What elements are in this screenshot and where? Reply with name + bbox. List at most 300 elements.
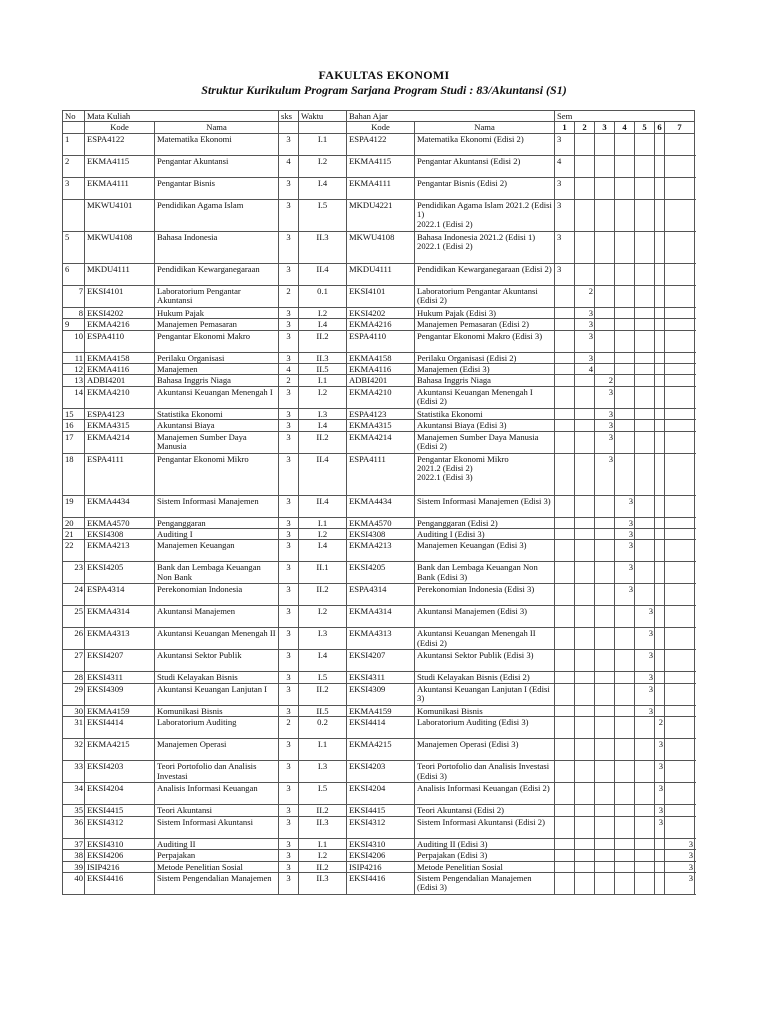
sem-header-5: 5 <box>635 122 655 133</box>
sem-5-cell <box>635 420 655 431</box>
sem-5-cell <box>635 199 655 231</box>
table-row <box>63 364 695 375</box>
sem-1-cell <box>555 375 575 386</box>
course-sks: 3 <box>279 850 299 861</box>
table-row <box>63 375 695 386</box>
sem-6-cell <box>655 584 665 606</box>
material-name: Manajemen (Edisi 3) <box>415 364 555 375</box>
material-code: EKMA4313 <box>347 628 415 650</box>
course-waktu: I.2 <box>299 529 347 540</box>
course-waktu: I.5 <box>299 199 347 231</box>
material-name: Bank dan Lembaga Keuangan Non Bank (Edisi 3) <box>415 562 555 584</box>
course-code: EKSI4310 <box>85 838 155 849</box>
course-waktu: II.2 <box>299 683 347 705</box>
sem-6-cell: 3 <box>655 739 665 761</box>
course-waktu: I.3 <box>299 628 347 650</box>
row-no: 38 <box>63 850 85 861</box>
material-name: Perilaku Organisasi (Edisi 2) <box>415 352 555 363</box>
sem-2-cell <box>575 872 595 894</box>
sem-2-cell <box>575 495 595 517</box>
row-no: 32 <box>63 739 85 761</box>
course-sks: 3 <box>279 872 299 894</box>
table-row <box>63 408 695 419</box>
course-waktu: II.2 <box>299 861 347 872</box>
table-row <box>63 650 695 672</box>
sem-7-cell <box>665 319 695 330</box>
sem-5-cell <box>635 231 655 263</box>
sem-2-cell <box>575 717 595 739</box>
table-row <box>63 562 695 584</box>
table-row <box>63 584 695 606</box>
sem-4-cell <box>615 872 635 894</box>
material-name: Bahasa Indonesia 2021.2 (Edisi 1) 2022.1 (Edisi 2) <box>415 231 555 263</box>
course-name: Laboratorium Auditing <box>155 717 279 739</box>
sem-1-cell <box>555 540 575 562</box>
material-code: MKDU4221 <box>347 199 415 231</box>
course-waktu: II.3 <box>299 816 347 838</box>
material-code: EKMA4570 <box>347 517 415 528</box>
sem-7-cell <box>665 495 695 517</box>
sem-header-7: 7 <box>665 122 695 133</box>
sem-3-cell <box>595 517 615 528</box>
sem-6-cell <box>655 364 665 375</box>
course-sks: 3 <box>279 761 299 783</box>
material-name: Sistem Pengendalian Manajemen (Edisi 3) <box>415 872 555 894</box>
table-row <box>63 352 695 363</box>
sem-7-cell <box>665 805 695 816</box>
course-waktu: I.1 <box>299 133 347 155</box>
sem-4-cell <box>615 352 635 363</box>
sem-2-cell: 3 <box>575 352 595 363</box>
course-name: Metode Penelitian Sosial <box>155 861 279 872</box>
sem-4-cell <box>615 672 635 683</box>
sem-2-cell <box>575 816 595 838</box>
course-code: EKSI4311 <box>85 672 155 683</box>
sem-4-cell <box>615 177 635 199</box>
sem-7-cell <box>665 705 695 716</box>
material-name: Akuntansi Sektor Publik (Edisi 3) <box>415 650 555 672</box>
sem-3-cell <box>595 872 615 894</box>
sem-1-cell <box>555 431 575 453</box>
material-name: Akuntansi Biaya (Edisi 3) <box>415 420 555 431</box>
course-sks: 3 <box>279 386 299 408</box>
material-code: EKMA4216 <box>347 319 415 330</box>
sem-header-6: 6 <box>655 122 665 133</box>
sem-5-cell <box>635 285 655 307</box>
course-name: Auditing I <box>155 529 279 540</box>
course-waktu: I.1 <box>299 838 347 849</box>
material-name: Matematika Ekonomi (Edisi 2) <box>415 133 555 155</box>
sem-7-cell <box>665 517 695 528</box>
table-row <box>63 495 695 517</box>
course-sks: 3 <box>279 816 299 838</box>
sem-2-cell <box>575 683 595 705</box>
course-waktu: I.1 <box>299 375 347 386</box>
material-code: ESPA4111 <box>347 453 415 495</box>
sem-4-cell <box>615 761 635 783</box>
course-sks: 3 <box>279 330 299 352</box>
sem-2-cell <box>575 155 595 177</box>
sem-3-cell <box>595 628 615 650</box>
sem-4-cell <box>615 606 635 628</box>
table-row <box>63 606 695 628</box>
row-no: 1 <box>63 133 85 155</box>
material-name: Statistika Ekonomi <box>415 408 555 419</box>
sem-4-cell <box>615 420 635 431</box>
sem-5-cell: 3 <box>635 628 655 650</box>
course-sks: 3 <box>279 650 299 672</box>
sem-3-cell <box>595 177 615 199</box>
material-code: EKMA4434 <box>347 495 415 517</box>
sem-5-cell: 3 <box>635 606 655 628</box>
sem-2-cell <box>575 584 595 606</box>
course-waktu: II.2 <box>299 805 347 816</box>
course-waktu: II.3 <box>299 352 347 363</box>
course-name: Sistem Pengendalian Manajemen <box>155 872 279 894</box>
sem-7-cell <box>665 263 695 285</box>
sem-5-cell <box>635 177 655 199</box>
sem-3-cell: 2 <box>595 375 615 386</box>
table-row <box>63 420 695 431</box>
sem-2-cell <box>575 540 595 562</box>
sem-6-cell <box>655 517 665 528</box>
sem-6-cell <box>655 540 665 562</box>
course-code: EKMA4314 <box>85 606 155 628</box>
material-name: Teori Akuntansi (Edisi 2) <box>415 805 555 816</box>
sem-3-cell <box>595 285 615 307</box>
material-name: Hukum Pajak (Edisi 3) <box>415 307 555 318</box>
sem-3-cell <box>595 805 615 816</box>
course-name: Studi Kelayakan Bisnis <box>155 672 279 683</box>
sem-3-cell <box>595 307 615 318</box>
sem-2-cell <box>575 562 595 584</box>
sem-2-cell <box>575 420 595 431</box>
col-header-bahan-kode: Kode <box>347 122 415 133</box>
material-name: Komunikasi Bisnis <box>415 705 555 716</box>
sem-3-cell <box>595 330 615 352</box>
sem-1-cell: 4 <box>555 155 575 177</box>
course-name: Pengantar Akuntansi <box>155 155 279 177</box>
course-waktu: 0.2 <box>299 717 347 739</box>
col-header-waktu: Waktu <box>299 111 347 122</box>
course-sks: 3 <box>279 540 299 562</box>
course-name: Laboratorium Pengantar Akuntansi <box>155 285 279 307</box>
sem-7-cell <box>665 761 695 783</box>
sem-1-cell <box>555 739 575 761</box>
sem-2-cell <box>575 263 595 285</box>
sem-6-cell <box>655 420 665 431</box>
sem-3-cell <box>595 584 615 606</box>
material-code: EKSI4308 <box>347 529 415 540</box>
course-code: EKMA4216 <box>85 319 155 330</box>
sem-1-cell <box>555 606 575 628</box>
sem-1-cell <box>555 805 575 816</box>
material-code: EKSI4309 <box>347 683 415 705</box>
sem-2-cell <box>575 739 595 761</box>
table-row <box>63 628 695 650</box>
course-waktu: II.2 <box>299 330 347 352</box>
material-code: EKSI4207 <box>347 650 415 672</box>
course-name: Akuntansi Sektor Publik <box>155 650 279 672</box>
course-code: EKSI4205 <box>85 562 155 584</box>
material-name: Manajemen Pemasaran (Edisi 2) <box>415 319 555 330</box>
row-no: 2 <box>63 155 85 177</box>
col-header-bahan-ajar: Bahan Ajar <box>347 111 555 122</box>
material-name: Penganggaran (Edisi 2) <box>415 517 555 528</box>
course-name: Manajemen <box>155 364 279 375</box>
course-name: Manajemen Sumber Daya Manusia <box>155 431 279 453</box>
material-name: Analisis Informasi Keuangan (Edisi 2) <box>415 783 555 805</box>
sem-6-cell <box>655 650 665 672</box>
sem-2-cell: 2 <box>575 285 595 307</box>
row-no: 37 <box>63 838 85 849</box>
sem-4-cell <box>615 783 635 805</box>
material-code: EKMA4111 <box>347 177 415 199</box>
course-name: Auditing II <box>155 838 279 849</box>
sem-5-cell <box>635 838 655 849</box>
course-waktu: I.2 <box>299 606 347 628</box>
course-waktu: I.5 <box>299 783 347 805</box>
sem-7-cell <box>665 420 695 431</box>
sem-1-cell <box>555 364 575 375</box>
sem-5-cell <box>635 319 655 330</box>
sem-4-cell <box>615 319 635 330</box>
sem-4-cell <box>615 805 635 816</box>
sem-7-cell <box>665 307 695 318</box>
sem-1-cell <box>555 683 575 705</box>
sem-6-cell <box>655 319 665 330</box>
material-code: EKSI4416 <box>347 872 415 894</box>
sem-5-cell <box>635 562 655 584</box>
course-code: EKSI4415 <box>85 805 155 816</box>
course-waktu: I.2 <box>299 386 347 408</box>
sem-3-cell <box>595 364 615 375</box>
course-waktu: I.4 <box>299 650 347 672</box>
course-sks: 3 <box>279 199 299 231</box>
material-name: Pendidikan Kewarganegaraan (Edisi 2) <box>415 263 555 285</box>
row-no: 14 <box>63 386 85 408</box>
sem-7-cell <box>665 155 695 177</box>
course-name: Teori Akuntansi <box>155 805 279 816</box>
sem-7-cell <box>665 606 695 628</box>
course-rows <box>63 133 695 894</box>
material-name: Manajemen Keuangan (Edisi 3) <box>415 540 555 562</box>
sem-2-cell <box>575 133 595 155</box>
row-no: 5 <box>63 231 85 263</box>
material-name: Sistem Informasi Akuntansi (Edisi 2) <box>415 816 555 838</box>
material-code: EKSI4311 <box>347 672 415 683</box>
course-sks: 3 <box>279 352 299 363</box>
course-code: MKDU4111 <box>85 263 155 285</box>
table-row <box>63 783 695 805</box>
row-no: 11 <box>63 352 85 363</box>
course-code: EKMA4213 <box>85 540 155 562</box>
material-code: EKMA4214 <box>347 431 415 453</box>
sem-7-cell <box>665 683 695 705</box>
sem-7-cell: 3 <box>665 850 695 861</box>
course-sks: 2 <box>279 375 299 386</box>
sem-6-cell <box>655 285 665 307</box>
sem-2-cell <box>575 783 595 805</box>
course-waktu: I.5 <box>299 672 347 683</box>
course-sks: 3 <box>279 453 299 495</box>
sem-5-cell <box>635 517 655 528</box>
sem-6-cell <box>655 861 665 872</box>
sem-6-cell: 3 <box>655 805 665 816</box>
course-code: EKMA4214 <box>85 431 155 453</box>
row-no: 31 <box>63 717 85 739</box>
sem-3-cell <box>595 231 615 263</box>
course-name: Perekonomian Indonesia <box>155 584 279 606</box>
sem-1-cell <box>555 307 575 318</box>
sem-5-cell <box>635 584 655 606</box>
course-code: EKMA4158 <box>85 352 155 363</box>
sem-1-cell <box>555 562 575 584</box>
sem-1-cell: 3 <box>555 177 575 199</box>
sem-7-cell <box>665 375 695 386</box>
sem-7-cell <box>665 628 695 650</box>
course-code: EKMA4115 <box>85 155 155 177</box>
table-row <box>63 319 695 330</box>
course-waktu: II.3 <box>299 231 347 263</box>
sem-7-cell <box>665 133 695 155</box>
material-name: Akuntansi Keuangan Menengah I (Edisi 2) <box>415 386 555 408</box>
course-name: Pendidikan Kewarganegaraan <box>155 263 279 285</box>
row-no: 8 <box>63 307 85 318</box>
sem-1-cell <box>555 705 575 716</box>
sem-5-cell <box>635 307 655 318</box>
sem-2-cell <box>575 838 595 849</box>
sem-4-cell <box>615 231 635 263</box>
course-code: EKSI4206 <box>85 850 155 861</box>
sem-1-cell <box>555 672 575 683</box>
sem-2-cell <box>575 705 595 716</box>
table-row <box>63 672 695 683</box>
material-name: Perekonomian Indonesia (Edisi 3) <box>415 584 555 606</box>
material-name: Akuntansi Keuangan Lanjutan I (Edisi 3) <box>415 683 555 705</box>
sem-5-cell <box>635 717 655 739</box>
course-name: Sistem Informasi Manajemen <box>155 495 279 517</box>
course-waktu: I.1 <box>299 739 347 761</box>
course-code: EKMA4210 <box>85 386 155 408</box>
sem-6-cell: 3 <box>655 761 665 783</box>
sem-5-cell <box>635 155 655 177</box>
course-sks: 3 <box>279 783 299 805</box>
course-waktu: II.4 <box>299 495 347 517</box>
sem-1-cell <box>555 529 575 540</box>
sem-4-cell <box>615 307 635 318</box>
sem-2-cell: 4 <box>575 364 595 375</box>
material-code: EKSI4204 <box>347 783 415 805</box>
material-code: ADBI4201 <box>347 375 415 386</box>
course-waktu: 0.1 <box>299 285 347 307</box>
sem-5-cell <box>635 850 655 861</box>
course-code: EKMA4215 <box>85 739 155 761</box>
sem-6-cell <box>655 231 665 263</box>
material-name: Sistem Informasi Manajemen (Edisi 3) <box>415 495 555 517</box>
sem-6-cell <box>655 330 665 352</box>
program-subtitle: Struktur Kurikulum Program Sarjana Program Studi : 83/Akuntansi (S1) <box>201 83 567 97</box>
course-sks: 4 <box>279 364 299 375</box>
table-row <box>63 330 695 352</box>
material-code: EKSI4310 <box>347 838 415 849</box>
course-sks: 3 <box>279 420 299 431</box>
material-code: EKMA4115 <box>347 155 415 177</box>
sem-1-cell <box>555 861 575 872</box>
sem-6-cell <box>655 431 665 453</box>
sem-2-cell: 3 <box>575 330 595 352</box>
sem-3-cell: 3 <box>595 386 615 408</box>
course-name: Pengantar Ekonomi Makro <box>155 330 279 352</box>
sem-5-cell <box>635 375 655 386</box>
course-waktu: II.2 <box>299 584 347 606</box>
row-no: 33 <box>63 761 85 783</box>
course-code: EKSI4204 <box>85 783 155 805</box>
sem-7-cell: 3 <box>665 872 695 894</box>
course-waktu: I.3 <box>299 761 347 783</box>
material-code: EKSI4414 <box>347 717 415 739</box>
material-name: Pengantar Akuntansi (Edisi 2) <box>415 155 555 177</box>
sem-6-cell <box>655 606 665 628</box>
sem-4-cell <box>615 133 635 155</box>
sem-7-cell <box>665 650 695 672</box>
sem-1-cell: 3 <box>555 231 575 263</box>
sem-2-cell <box>575 672 595 683</box>
table-row <box>63 307 695 318</box>
sem-1-cell <box>555 386 575 408</box>
sem-7-cell <box>665 285 695 307</box>
course-name: Bahasa Inggris Niaga <box>155 375 279 386</box>
material-code: EKMA4210 <box>347 386 415 408</box>
sem-3-cell: 3 <box>595 453 615 495</box>
course-code: ADBI4201 <box>85 375 155 386</box>
sem-4-cell: 3 <box>615 495 635 517</box>
sem-3-cell <box>595 133 615 155</box>
sem-5-cell <box>635 352 655 363</box>
sem-5-cell <box>635 805 655 816</box>
sem-1-cell <box>555 650 575 672</box>
material-name: Akuntansi Manajemen (Edisi 3) <box>415 606 555 628</box>
sem-4-cell: 3 <box>615 584 635 606</box>
sem-3-cell <box>595 761 615 783</box>
course-name: Akuntansi Biaya <box>155 420 279 431</box>
course-sks: 3 <box>279 231 299 263</box>
row-no: 18 <box>63 453 85 495</box>
material-code: EKMA4314 <box>347 606 415 628</box>
course-name: Manajemen Operasi <box>155 739 279 761</box>
row-no: 21 <box>63 529 85 540</box>
table-row <box>63 805 695 816</box>
sem-4-cell: 3 <box>615 540 635 562</box>
sem-1-cell <box>555 838 575 849</box>
course-code: EKSI4309 <box>85 683 155 705</box>
course-name: Penganggaran <box>155 517 279 528</box>
course-sks: 3 <box>279 672 299 683</box>
col-header-bahan-nama: Nama <box>415 122 555 133</box>
course-waktu: II.4 <box>299 263 347 285</box>
sem-3-cell <box>595 650 615 672</box>
row-no: 35 <box>63 805 85 816</box>
course-sks: 3 <box>279 517 299 528</box>
sem-6-cell <box>655 199 665 231</box>
course-name: Akuntansi Manajemen <box>155 606 279 628</box>
sem-7-cell <box>665 364 695 375</box>
row-no: 23 <box>63 562 85 584</box>
course-code: ESPA4122 <box>85 133 155 155</box>
course-code: MKWU4101 <box>85 199 155 231</box>
sem-4-cell <box>615 850 635 861</box>
course-code: EKSI4202 <box>85 307 155 318</box>
